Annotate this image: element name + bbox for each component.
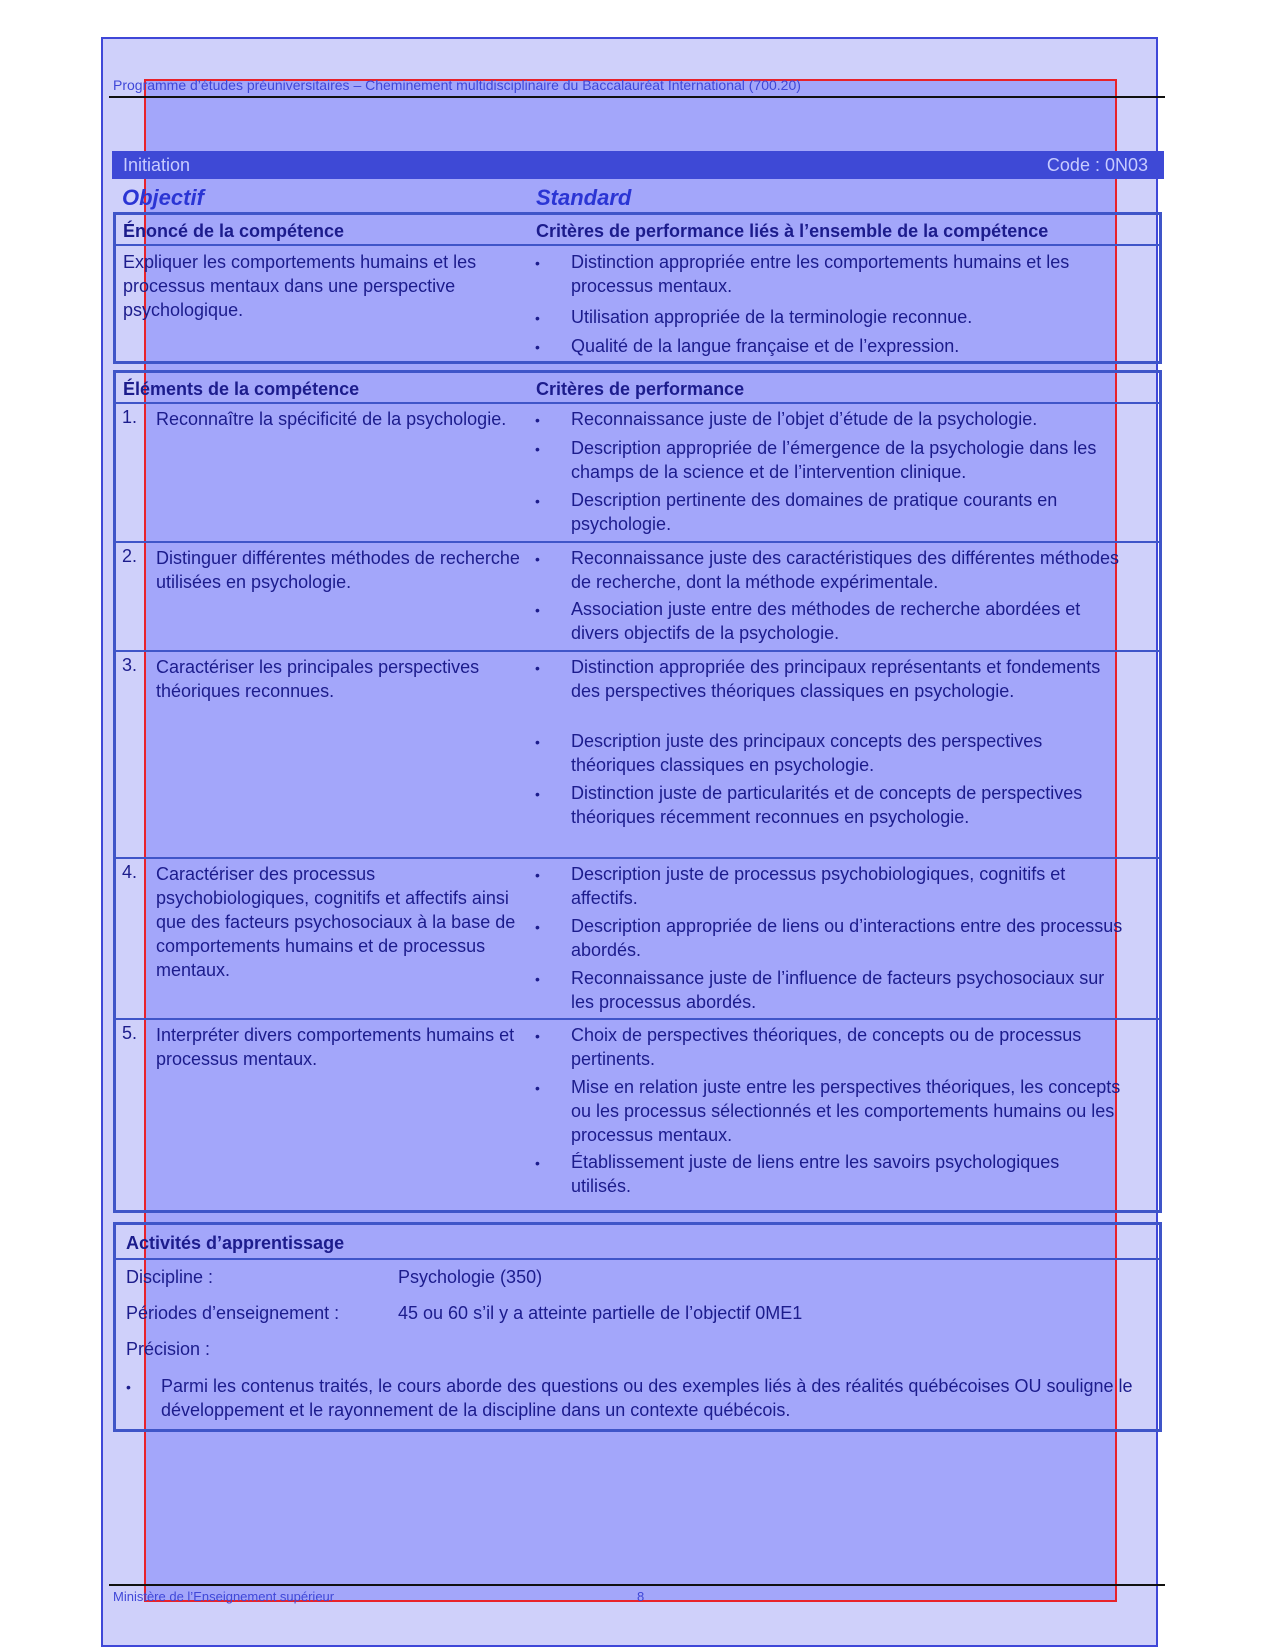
bullet-icon: • bbox=[535, 786, 540, 802]
element-criterion: Description appropriée de liens ou d’interactions entre des processus abordés. bbox=[571, 916, 1123, 960]
bullet-icon: • bbox=[535, 255, 540, 271]
course-code: Code : 0N03 bbox=[1046, 155, 1148, 175]
elements-header-left: Éléments de la compétence bbox=[123, 379, 360, 399]
bullet-icon: • bbox=[535, 867, 540, 883]
footer-rule bbox=[109, 1584, 1165, 1586]
element-number: 4. bbox=[122, 862, 138, 882]
element-criterion: Mise en relation juste entre les perspectives théoriques, les concepts ou les processus sélectionnés et les comportements humains ou les processus mentaux. bbox=[571, 1077, 1121, 1145]
element-criterion: Description appropriée de l’émergence de la psychologie dans les champs de la science et de l’intervention clinique. bbox=[571, 438, 1097, 482]
header-rule bbox=[109, 96, 1165, 98]
bullet-icon: • bbox=[535, 310, 540, 326]
element-criterion: Description juste des principaux concepts des perspectives théoriques classiques en psychologie. bbox=[571, 731, 1043, 775]
elements-header-right: Critères de performance bbox=[536, 379, 745, 399]
element-criterion: Description juste de processus psychobiologiques, cognitifs et affectifs. bbox=[571, 864, 1066, 908]
bullet-icon: • bbox=[535, 441, 540, 457]
element-criterion: Choix de perspectives théoriques, de concepts ou de processus pertinents. bbox=[571, 1025, 1082, 1069]
objective-label: Objectif bbox=[122, 185, 204, 210]
activities-box bbox=[113, 1222, 1162, 1432]
code-bar bbox=[112, 151, 1164, 179]
section-title: Initiation bbox=[123, 155, 191, 175]
footer-ministry: Ministère de l’Enseignement supérieur bbox=[113, 1589, 335, 1604]
bullet-icon: • bbox=[535, 734, 540, 750]
element-criterion: Distinction juste de particularités et de concepts de perspectives théoriques récemment reconnues en psychologie. bbox=[571, 783, 1083, 827]
element-number: 3. bbox=[122, 655, 138, 675]
discipline-label: Discipline : bbox=[126, 1267, 214, 1287]
element-criterion: Reconnaissance juste de l’objet d’étude de la psychologie. bbox=[571, 409, 1038, 429]
divider bbox=[116, 650, 1159, 652]
periods-label: Périodes d’enseignement : bbox=[126, 1303, 340, 1323]
element-text: Interpréter divers comportements humains et processus mentaux. bbox=[156, 1025, 515, 1069]
competence-criterion: Distinction appropriée entre les comportements humains et les processus mentaux. bbox=[571, 252, 1070, 296]
competence-statement: Expliquer les comportements humains et les processus mentaux dans une perspective psychologique. bbox=[123, 252, 477, 320]
element-text: Distinguer différentes méthodes de recherche utilisées en psychologie. bbox=[156, 548, 520, 592]
bullet-icon: • bbox=[535, 919, 540, 935]
element-text: Caractériser des processus psychobiologiques, cognitifs et affectifs ainsi que des facteurs psychosociaux à la base de comportements humains et de processus mentaux. bbox=[156, 864, 516, 980]
divider bbox=[116, 402, 1159, 404]
divider bbox=[116, 1018, 1159, 1020]
precision-label: Précision : bbox=[126, 1339, 211, 1359]
element-number: 2. bbox=[122, 546, 138, 566]
bullet-icon: • bbox=[126, 1379, 131, 1395]
bullet-icon: • bbox=[535, 1155, 540, 1171]
divider bbox=[116, 541, 1159, 543]
bullet-icon: • bbox=[535, 339, 540, 355]
element-number: 5. bbox=[122, 1023, 138, 1043]
page-number: 8 bbox=[637, 1589, 645, 1604]
standard-label: Standard bbox=[536, 185, 632, 210]
element-criterion: Distinction appropriée des principaux représentants et fondements des perspectives théoriques classiques en psychologie. bbox=[571, 657, 1101, 701]
element-criterion: Reconnaissance juste de l’influence de facteurs psychosociaux sur les processus abordés. bbox=[571, 968, 1105, 1012]
competence-header-right: Critères de performance liés à l’ensemble de la compétence bbox=[536, 221, 1049, 241]
precision-text: Parmi les contenus traités, le cours aborde des questions ou des exemples liés à des réalités québécoises OU souligne le développement et le rayonnement de la discipline dans un contexte québécois. bbox=[161, 1376, 1133, 1420]
running-header: Programme d’études préuniversitaires – Cheminement multidisciplinaire du Baccalauréat International (700.20) bbox=[113, 77, 801, 93]
bullet-icon: • bbox=[535, 602, 540, 618]
activities-title: Activités d’apprentissage bbox=[126, 1233, 345, 1253]
element-text: Caractériser les principales perspectives théoriques reconnues. bbox=[156, 657, 480, 701]
periods-value: 45 ou 60 s’il y a atteinte partielle de l’objectif 0ME1 bbox=[398, 1303, 803, 1323]
bullet-icon: • bbox=[535, 660, 540, 676]
element-text: Reconnaître la spécificité de la psychologie. bbox=[156, 409, 507, 429]
divider bbox=[116, 1258, 1159, 1260]
element-criterion: Association juste entre des méthodes de recherche abordées et divers objectifs de la psychologie. bbox=[571, 599, 1081, 643]
competence-box bbox=[113, 212, 1162, 364]
bullet-icon: • bbox=[535, 1028, 540, 1044]
bullet-icon: • bbox=[535, 493, 540, 509]
bullet-icon: • bbox=[535, 971, 540, 987]
bullet-icon: • bbox=[535, 1080, 540, 1096]
competence-criterion: Utilisation appropriée de la terminologie reconnue. bbox=[571, 307, 973, 327]
bullet-icon: • bbox=[535, 551, 540, 567]
discipline-value: Psychologie (350) bbox=[398, 1267, 543, 1287]
competence-header-left: Énoncé de la compétence bbox=[123, 221, 345, 241]
element-criterion: Description pertinente des domaines de pratique courants en psychologie. bbox=[571, 490, 1058, 534]
element-criterion: Reconnaissance juste des caractéristiques des différentes méthodes de recherche, dont la méthode expérimentale. bbox=[571, 548, 1119, 592]
competence-criterion: Qualité de la langue française et de l’expression. bbox=[571, 336, 960, 356]
bullet-icon: • bbox=[535, 412, 540, 428]
element-number: 1. bbox=[122, 407, 138, 427]
divider bbox=[116, 857, 1159, 859]
divider bbox=[116, 244, 1159, 246]
element-criterion: Établissement juste de liens entre les savoirs psychologiques utilisés. bbox=[571, 1152, 1060, 1196]
elements-box bbox=[113, 370, 1162, 1213]
